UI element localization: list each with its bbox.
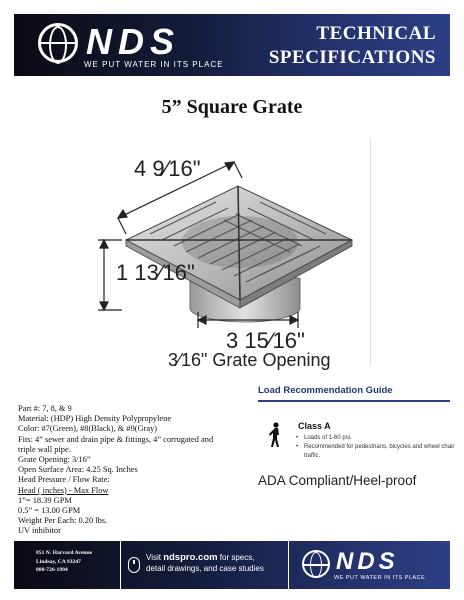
footer-divider — [120, 541, 121, 589]
spec-list — [18, 404, 248, 537]
globe-icon — [38, 23, 78, 63]
footer-logo-wordmark: NDS — [336, 548, 399, 575]
load-class-label: Class A — [298, 421, 331, 431]
spec-line: Color: #7(Green), #8(Black), & #9(Gray) — [18, 424, 158, 434]
load-guide-title: Load Recommendation Guide — [258, 385, 393, 396]
address-line: 851 N. Harvard Avenue — [36, 550, 93, 556]
logo-tagline: WE PUT WATER IN ITS PLACE — [84, 60, 224, 69]
footer-logo — [300, 547, 444, 585]
spec-line-heading: Head ( inches) - Max Flow — [18, 485, 109, 495]
nds-logo — [24, 18, 264, 72]
visit-line2: detail drawings, and case studies — [146, 564, 264, 573]
spec-line: Head Pressure / Flow Rate: — [18, 475, 110, 485]
spec-line: Grate Opening: 3/16” — [18, 455, 91, 465]
header-title — [269, 22, 436, 70]
header-title-line2: SPECIFICATIONS — [268, 47, 436, 68]
pedestrian-icon — [268, 422, 284, 448]
footer-logo-tagline: WE PUT WATER IN ITS PLACE — [334, 575, 426, 581]
spec-line: Fits: 4” sewer and drain pipe & fittings, 4” corrugated and — [18, 434, 214, 444]
visit-suffix: for specs, — [217, 553, 255, 562]
website-link[interactable]: ndspro.com — [163, 552, 218, 563]
spec-line: Weight Per Each: 0.20 lbs. — [18, 516, 108, 526]
dimension-left-label: 1 13⁄16" — [116, 260, 195, 285]
spec-line: Material: (HDP) High Density Polypropylene — [18, 414, 172, 424]
globe-icon — [302, 550, 330, 578]
spec-line: Open Surface Area: 4.25 Sq. Inches — [18, 465, 138, 475]
header-title-line1: TECHNICAL — [316, 23, 436, 44]
load-bullet: • Recommended for pedestrians, bicycles and wheel chair traffic. — [296, 443, 456, 461]
footer-banner — [14, 541, 450, 589]
footer-divider — [288, 541, 289, 589]
address-line: Lindsay, CA 93247 — [36, 558, 81, 565]
spec-line: triple wall pipe. — [18, 444, 71, 454]
grate-opening-label: 3⁄16" Grate Opening — [168, 350, 331, 370]
footer-visit — [146, 552, 264, 574]
logo-wordmark: NDS — [86, 21, 181, 62]
page-title: 5” Square Grate — [161, 96, 303, 118]
header-banner — [14, 14, 450, 76]
footer-address — [36, 549, 92, 575]
phone-number: 800-726-1994 — [36, 567, 68, 573]
grate-top — [126, 186, 352, 308]
dimension-bottom-label: 3 15⁄16" — [226, 328, 305, 353]
load-bullet: • Loads of 1-60 psi. — [296, 434, 456, 443]
visit-prefix: Visit — [146, 553, 164, 562]
spec-line: UV inhibitor — [18, 526, 61, 536]
spec-line: Part #: 7, 8, & 9 — [18, 404, 72, 413]
load-guide-rule — [258, 400, 450, 402]
load-bullets — [296, 434, 456, 461]
divider-line — [370, 138, 371, 366]
ada-compliance: ADA Compliant/Heel-proof — [258, 473, 417, 488]
spec-line: 1”= 18.39 GPM — [18, 495, 72, 505]
dimension-top-label: 4 9⁄16" — [134, 156, 201, 181]
spec-line: 0.5” = 13.00 GPM — [18, 506, 81, 516]
mouse-icon — [128, 557, 140, 573]
